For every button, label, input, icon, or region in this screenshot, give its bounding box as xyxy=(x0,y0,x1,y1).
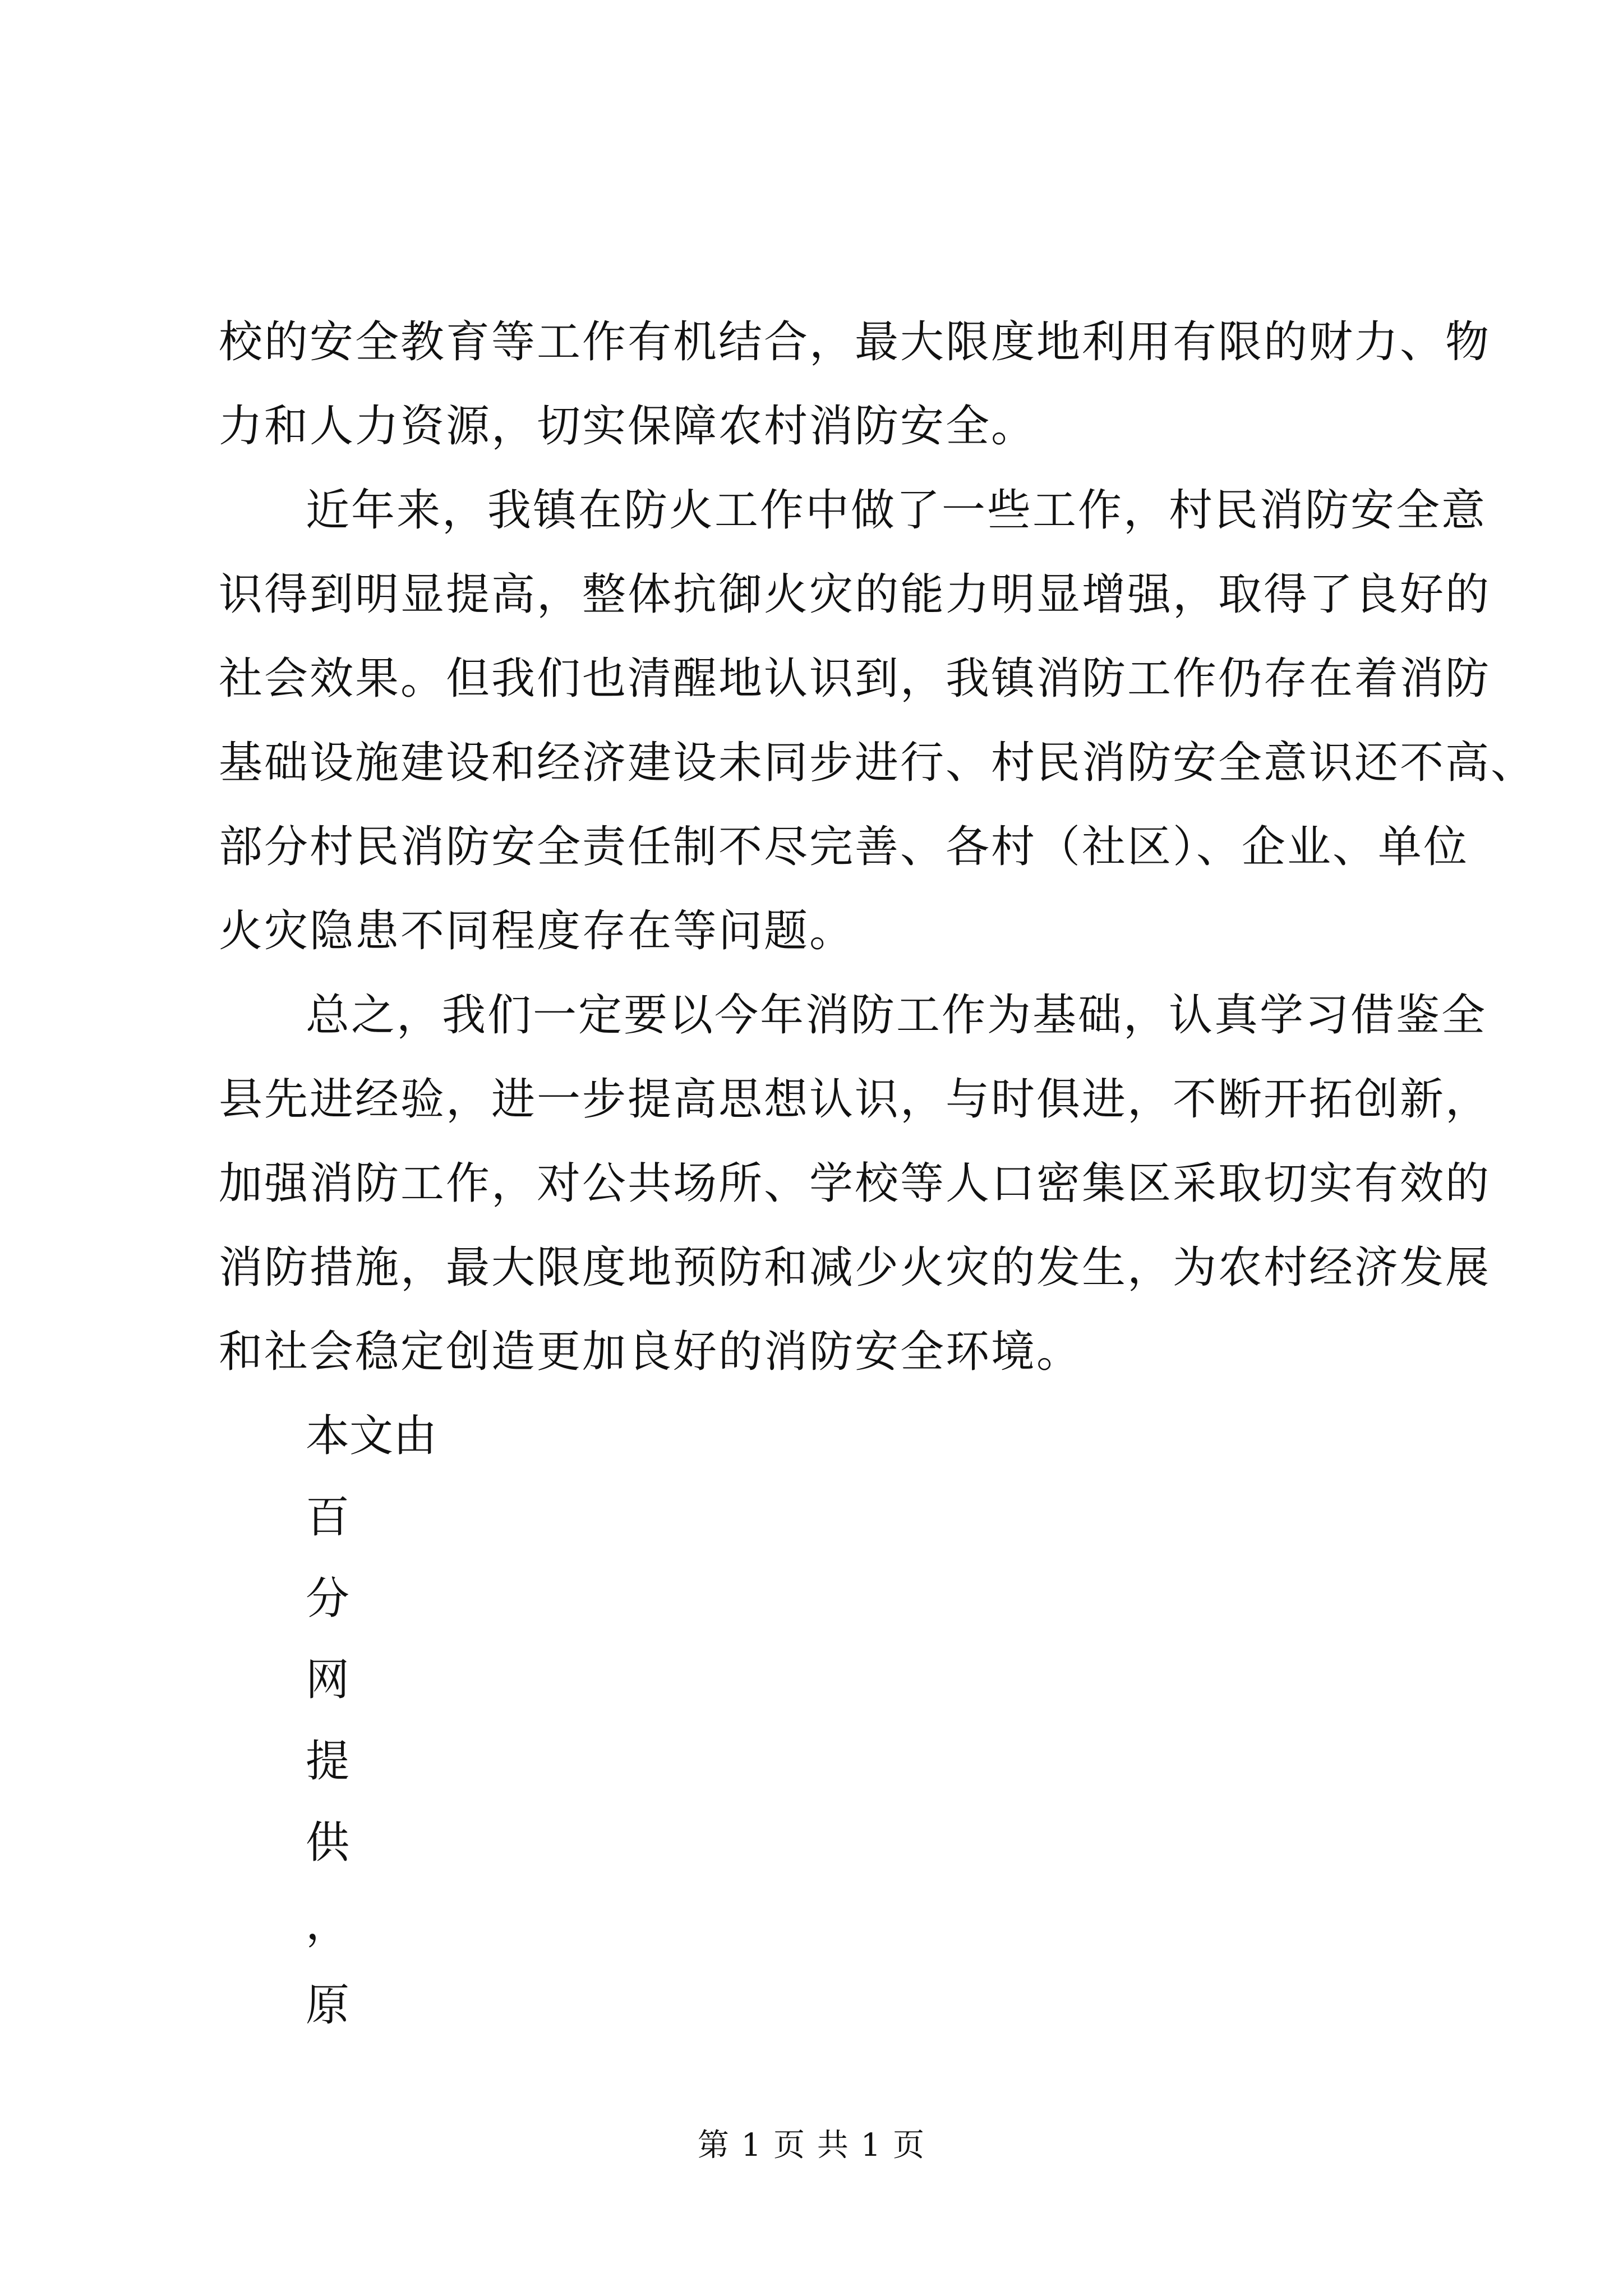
trailing-char: 百 xyxy=(306,1492,350,1543)
trailing-char: 提 xyxy=(306,1736,350,1787)
trailing-char: 原 xyxy=(306,1980,350,2031)
trailing-text: 本文由 xyxy=(306,1411,437,1461)
body-line: 识得到明显提高，整体抗御火灾的能力明显增强，取得了良好的 xyxy=(219,569,1491,620)
body-line: 火灾隐患不同程度存在等问题。 xyxy=(219,906,855,956)
trailing-char: ， xyxy=(306,1899,350,1949)
body-line: 力和人力资源，切实保障农村消防安全。 xyxy=(219,401,1037,452)
body-line: 加强消防工作，对公共场所、学校等人口密集区采取切实有效的 xyxy=(219,1158,1491,1209)
body-line: 校的安全教育等工作有机结合，最大限度地利用有限的财力、物 xyxy=(219,317,1491,367)
paragraph-start-line: 总之，我们一定要以今年消防工作为基础，认真学习借鉴全 xyxy=(306,990,1487,1041)
page-footer: 第 1 页 共 1 页 xyxy=(697,2127,926,2164)
body-line: 县先进经验，进一步提高思想认识，与时俱进，不断开拓创新， xyxy=(219,1074,1491,1125)
body-line: 基础设施建设和经济建设未同步进行、村民消防安全意识还不高、 xyxy=(219,738,1537,788)
trailing-char: 网 xyxy=(306,1655,350,1705)
paragraph-start-line: 近年来，我镇在防火工作中做了一些工作，村民消防安全意 xyxy=(306,485,1487,536)
body-line: 社会效果。但我们也清醒地认识到，我镇消防工作仍存在着消防 xyxy=(219,654,1491,704)
trailing-char: 供 xyxy=(306,1818,350,1868)
trailing-char: 分 xyxy=(306,1573,350,1624)
body-line: 消防措施，最大限度地预防和减少火灾的发生，为农村经济发展 xyxy=(219,1243,1491,1293)
body-line: 部分村民消防安全责任制不尽完善、各村（社区）、企业、单位 xyxy=(219,822,1469,872)
body-line: 和社会稳定创造更加良好的消防安全环境。 xyxy=(219,1327,1082,1377)
